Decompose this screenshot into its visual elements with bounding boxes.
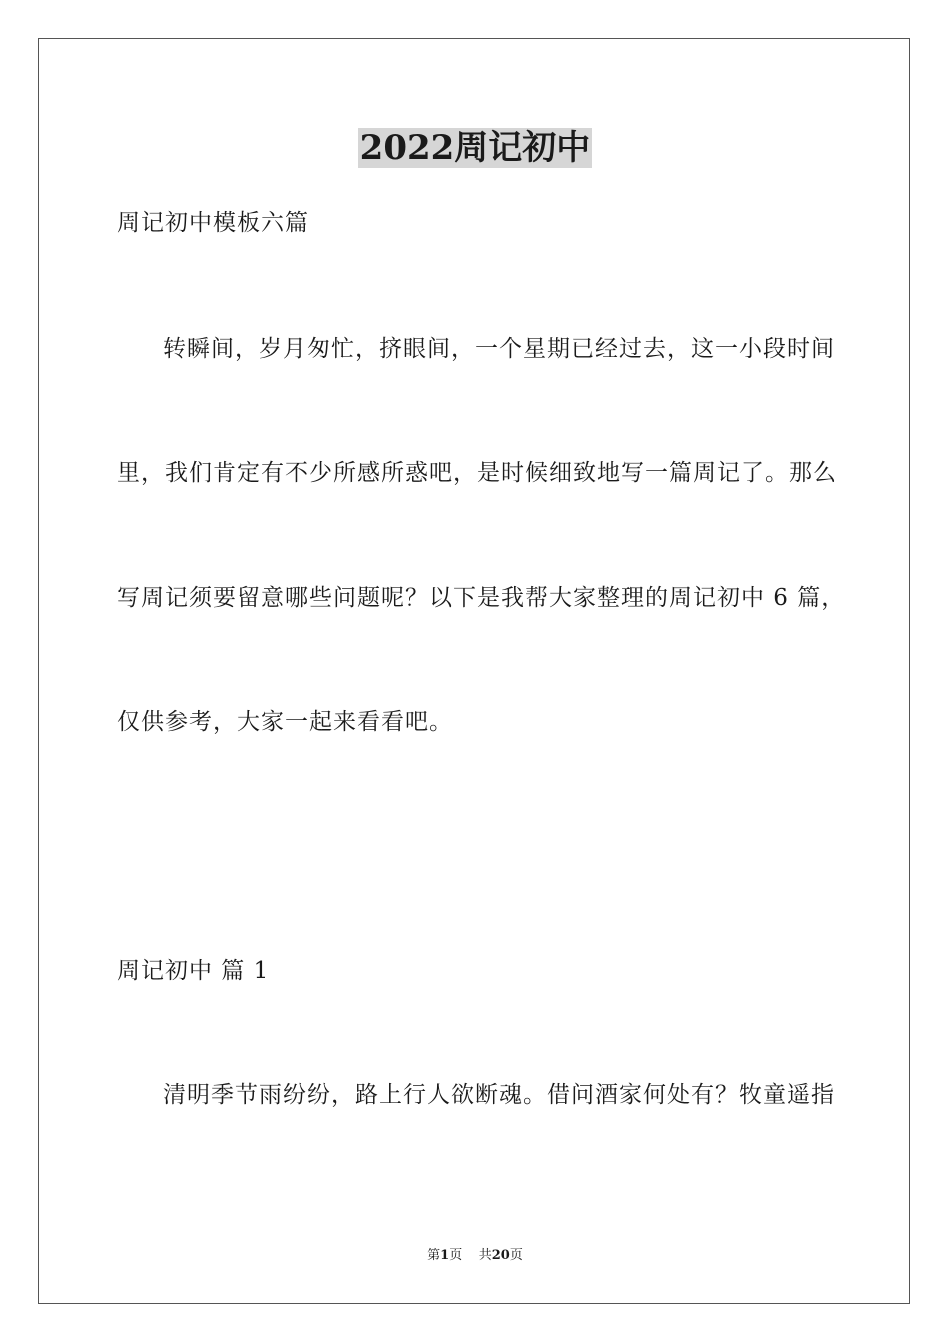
document-title-text: 2022周记初中	[359, 128, 591, 168]
page-footer	[0, 1247, 950, 1265]
intro-line-4: 仅供参考，大家一起来看看吧。	[117, 709, 453, 735]
footer-suffix: 页	[509, 1248, 523, 1263]
section-heading: 周记初中 篇 1	[117, 958, 270, 984]
section-line-1: 清明季节雨纷纷，路上行人欲断魂。借问酒家何处有？牧童遥指	[163, 1082, 835, 1108]
document-subtitle: 周记初中模板六篇	[117, 210, 309, 236]
intro-line-1: 转瞬间，岁月匆忙，挤眼间，一个星期已经过去，这一小段时间	[163, 336, 835, 362]
footer-total-pages: 20	[491, 1248, 510, 1263]
intro-line-2: 里，我们肯定有不少所感所惑吧，是时候细致地写一篇周记了。那么	[117, 460, 837, 486]
footer-page-number: 1	[440, 1248, 450, 1263]
intro-line-3: 写周记须要留意哪些问题呢？以下是我帮大家整理的周记初中 6 篇，	[117, 585, 846, 611]
footer-prefix: 第	[427, 1248, 441, 1263]
document-title	[0, 127, 950, 169]
footer-middle: 页 共	[449, 1248, 492, 1263]
